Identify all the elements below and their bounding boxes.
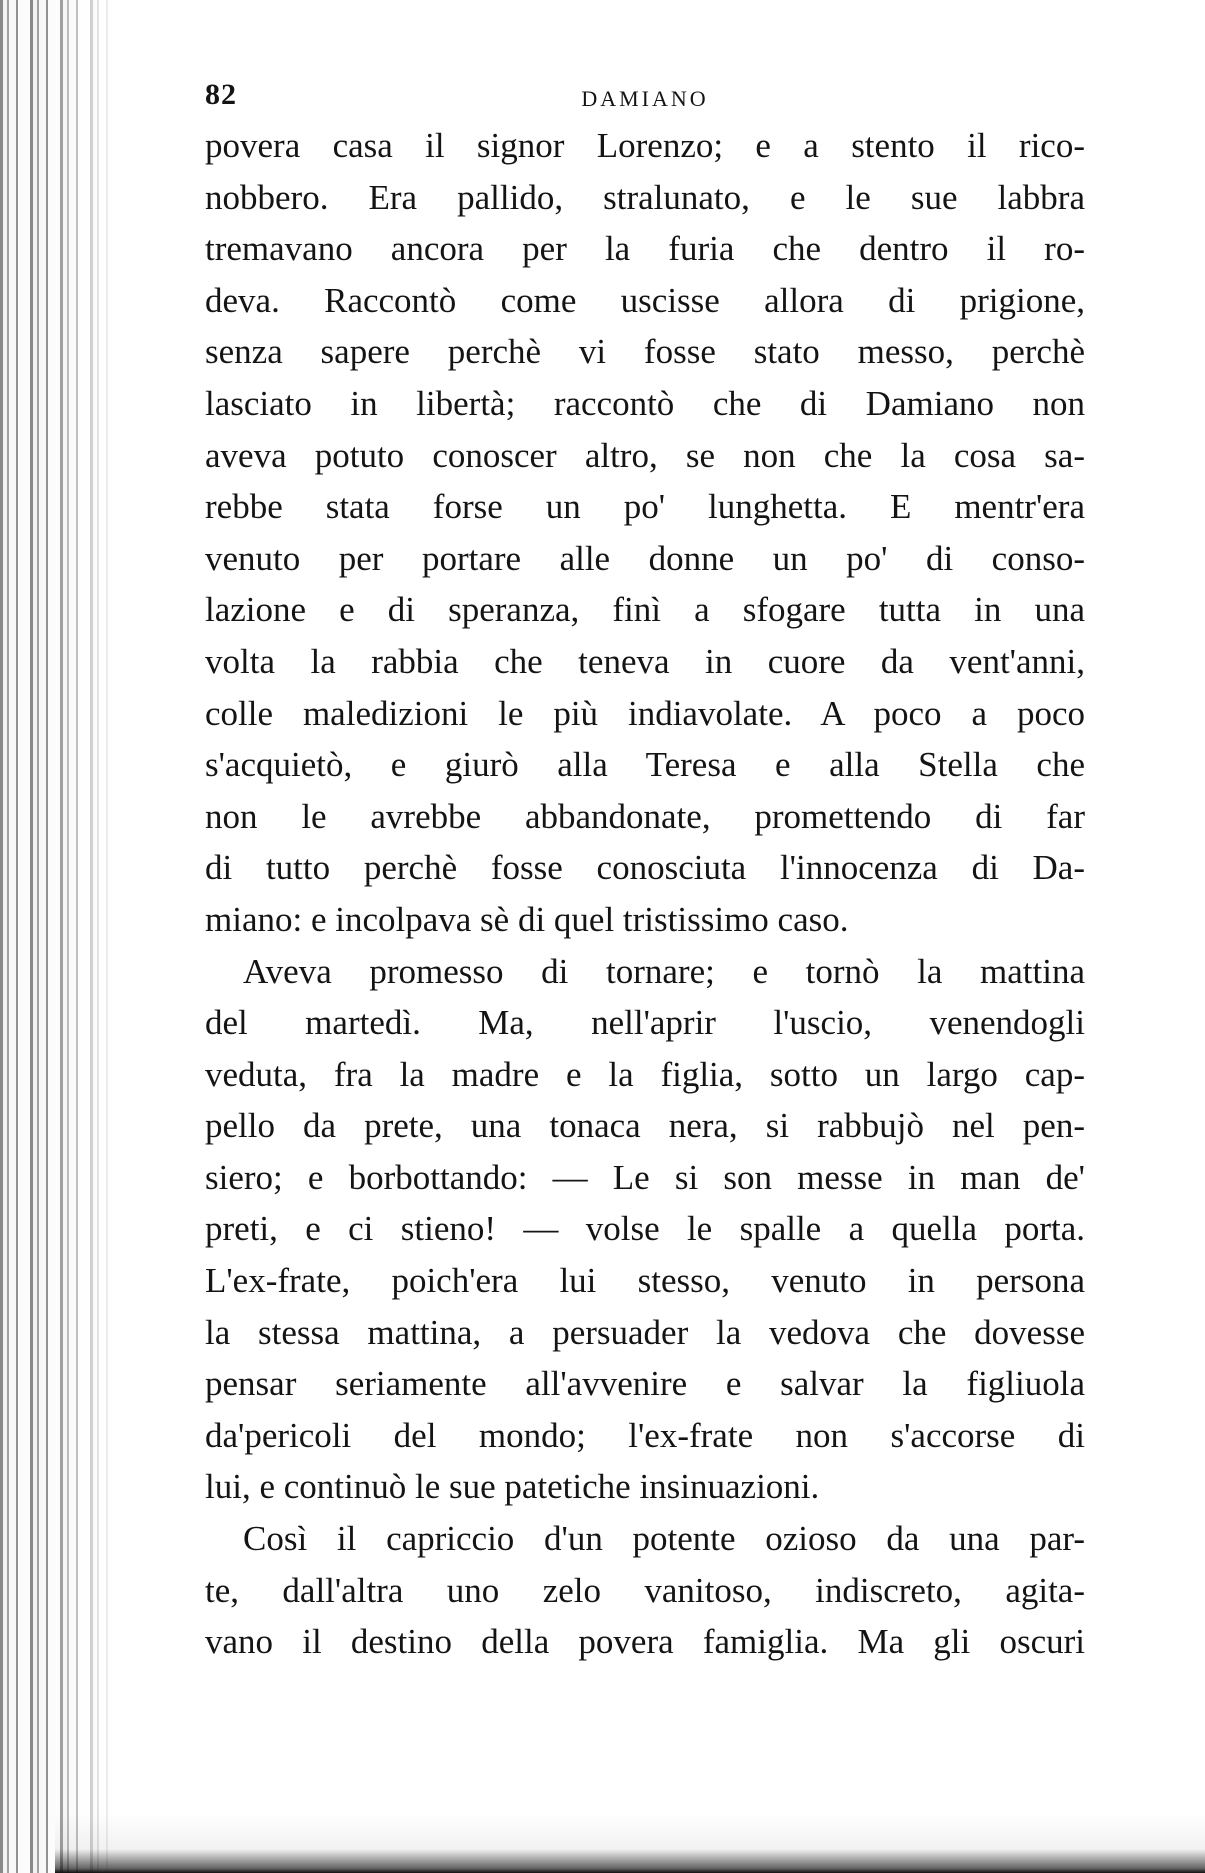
text-line: povera casa il signor Lorenzo; e a stento il rico-	[205, 126, 1085, 165]
text-line: Così il capriccio d'un potente ozioso da una par-	[243, 1519, 1085, 1559]
running-head	[205, 78, 1085, 118]
paragraph	[205, 120, 1085, 946]
text-line: L'ex-frate, poich'era lui stesso, venuto in persona	[205, 1261, 1085, 1301]
text-line: non le avrebbe abbandonate, promettendo di far	[205, 796, 1085, 836]
text-line: veduta, fra la madre e la figlia, sotto un largo cap-	[205, 1054, 1085, 1094]
text-line: di tutto perchè fosse conosciuta l'innocenza di Da-	[205, 848, 1085, 888]
text-line: senza sapere perchè vi fosse stato messo, perchè	[205, 332, 1085, 372]
text-line: pensar seriamente all'avvenire e salvar la figliuola	[205, 1364, 1085, 1404]
scan-bottom-shadow	[55, 1813, 1205, 1873]
text-line: aveva potuto conoscer altro, se non che la cosa sa-	[205, 435, 1085, 475]
text-line: nobbero. Era pallido, stralunato, e le sue labbra	[205, 177, 1085, 217]
book-page	[205, 78, 1085, 1668]
text-line: lasciato in libertà; raccontò che di Damiano non	[205, 383, 1085, 423]
page-number: 82	[205, 78, 237, 111]
text-line: pello da prete, una tonaca nera, si rabbujò nel pen-	[205, 1106, 1085, 1146]
paragraph	[205, 946, 1085, 1514]
scan-binding-shadow	[0, 0, 120, 1873]
text-line: da'pericoli del mondo; l'ex-frate non s'accorse di	[205, 1415, 1085, 1455]
text-line: miano: e incolpava sè di quel tristissimo caso.	[205, 899, 849, 939]
text-line: vano il destino della povera famiglia. Ma gli oscuri	[205, 1622, 1085, 1662]
text-line: siero; e borbottando: — Le si son messe in man de'	[205, 1157, 1085, 1197]
text-line: colle maledizioni le più indiavolate. A poco a poco	[205, 693, 1085, 733]
text-line: la stessa mattina, a persuader la vedova che dovesse	[205, 1312, 1085, 1352]
text-line: venuto per portare alle donne un po' di conso-	[205, 538, 1085, 578]
text-line: s'acquietò, e giurò alla Teresa e alla Stella che	[205, 745, 1085, 785]
text-line: lazione e di speranza, finì a sfogare tutta in una	[205, 590, 1085, 630]
body-text	[205, 120, 1085, 1668]
text-line: volta la rabbia che teneva in cuore da vent'anni,	[205, 641, 1085, 681]
text-line: Aveva promesso di tornare; e tornò la mattina	[243, 951, 1085, 991]
text-line: te, dall'altra uno zelo vanitoso, indiscreto, agita-	[205, 1570, 1085, 1610]
text-line: rebbe stata forse un po' lunghetta. E mentr'era	[205, 487, 1085, 527]
text-line: tremavano ancora per la furia che dentro il ro-	[205, 229, 1085, 269]
running-title: DAMIANO	[581, 86, 709, 111]
paragraph	[205, 1513, 1085, 1668]
text-line: preti, e ci stieno! — volse le spalle a quella porta.	[205, 1209, 1085, 1249]
text-line: deva. Raccontò come uscisse allora di prigione,	[205, 280, 1085, 320]
text-line: del martedì. Ma, nell'aprir l'uscio, venendogli	[205, 1003, 1085, 1043]
text-line: lui, e continuò le sue patetiche insinuazioni.	[205, 1467, 820, 1507]
